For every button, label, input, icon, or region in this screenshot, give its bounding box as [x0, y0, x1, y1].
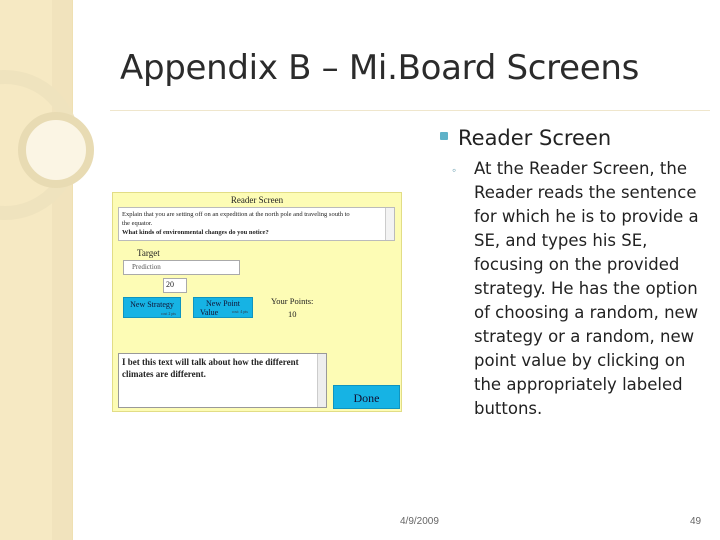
app-title: Reader Screen	[230, 195, 284, 205]
passage-line: Explain that you are setting off on an expedition at the north pole and traveling south to	[122, 211, 350, 218]
target-label: Target	[137, 248, 160, 258]
decorative-band	[52, 0, 72, 540]
passage-box	[118, 207, 395, 241]
reader-screen-app	[112, 192, 402, 412]
sub-bullet-text: At the Reader Screen, the Reader reads the sentence for which he is to provide a SE, and types his SE, focusing on the provided strategy. He has the option of choosing a random, new strategy or a random, new point value by clicking on the appropriately labeled buttons.	[474, 159, 699, 418]
page-number: 49	[690, 516, 702, 527]
new-point-label-2: Value	[200, 308, 219, 317]
se-text: I bet this text will talk about how the different climates are different.	[122, 357, 299, 379]
footer-date: 4/9/2009	[400, 516, 439, 527]
ring-bullet-icon: ◦	[452, 163, 457, 177]
se-scrollbar[interactable]	[317, 354, 326, 407]
slide-title: Appendix B – Mi.Board Screens	[120, 48, 640, 88]
se-input[interactable]	[118, 353, 327, 408]
done-button[interactable]: Done	[333, 385, 400, 409]
square-bullet-icon	[440, 132, 448, 140]
passage-scrollbar[interactable]	[385, 208, 394, 240]
new-point-label-1: New Point	[206, 299, 240, 308]
decorative-side-panel	[0, 0, 73, 540]
new-strategy-label: New Strategy	[130, 300, 174, 309]
bullet-text: Reader Screen	[458, 126, 612, 150]
bullet-reader-screen	[440, 126, 611, 150]
new-strategy-cost: cost 2 pts	[160, 311, 176, 316]
decorative-circle	[18, 112, 94, 188]
your-points-label: Your Points:	[271, 296, 314, 306]
sub-bullet	[452, 157, 702, 421]
your-points-value: 10	[288, 309, 297, 319]
new-strategy-button[interactable]	[123, 297, 181, 318]
new-point-value-button[interactable]	[193, 297, 253, 318]
new-point-cost: cost: 4 pts	[231, 309, 248, 314]
target-field: Prediction	[123, 260, 240, 275]
passage-line: the equator.	[122, 220, 153, 227]
points-field: 20	[163, 278, 187, 293]
passage-question: What kinds of environmental changes do you notice?	[122, 229, 269, 236]
title-divider	[110, 110, 710, 111]
